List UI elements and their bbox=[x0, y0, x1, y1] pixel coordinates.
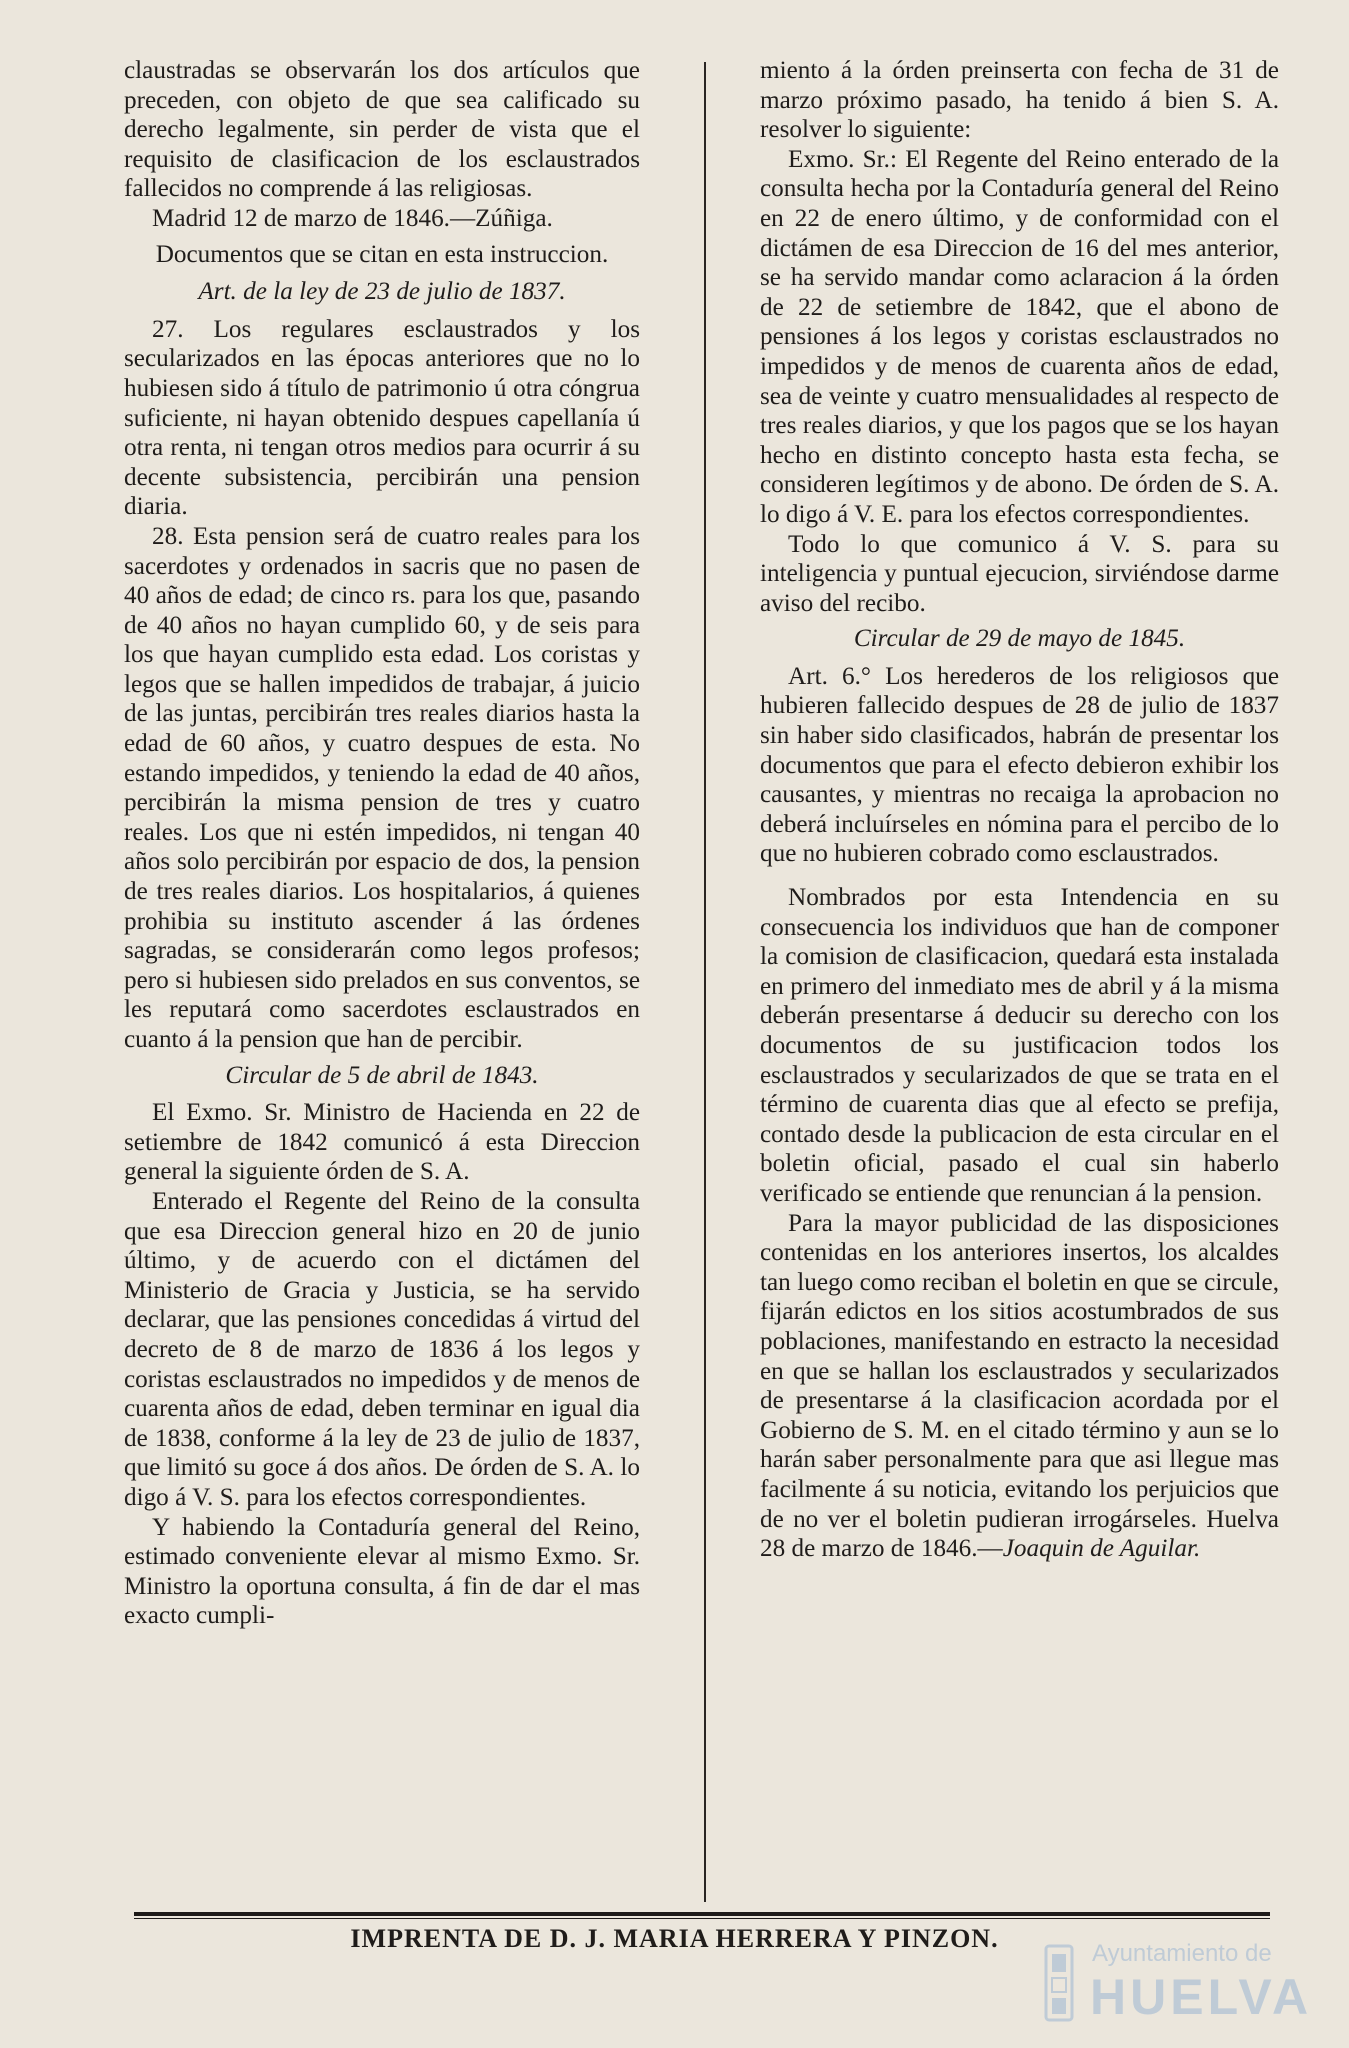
circular-1843-paragraph-3: Y habiendo la Contaduría general del Reino, estimado conveniente elevar al mismo Exmo. Sr. Ministro la oportuna consulta, á fin de dar el mas exacto cumpli- bbox=[124, 1513, 640, 1630]
circular-1843-paragraph-2: Enterado el Regente del Reino de la consulta que esa Direccion general hizo en 20 de junio último, y de acuerdo con el dictámen del Ministerio de Gracia y Justicia, se ha servido declarar, que las pensiones concedidas á virtud del decreto de 8 de marzo de 1836 á los legos y coristas esclaustrados no impedidos y de menos de cuarenta años de edad, deben terminar en igual dia de 1838, conforme á la ley de 23 de julio de 1837, que limitó su goce á dos años. De órden de S. A. lo digo á V. S. para los efectos correspondientes. bbox=[124, 1187, 640, 1511]
huelva-crest-icon bbox=[1042, 1944, 1076, 2022]
left-paragraph-1: claustradas se observarán los dos artículos que preceden, con objeto de que sea calificado su derecho legalmente, sin perder de vista que el requisito de clasificacion de los esclaustrados fallecidos no comprende á las religiosas. bbox=[124, 57, 640, 203]
signature: Joaquin de Aguilar. bbox=[1002, 1535, 1201, 1563]
watermark-caption: Ayuntamiento de bbox=[1092, 1940, 1272, 1967]
right-paragraph-2: Exmo. Sr.: El Regente del Reino enterado de la consulta hecha por la Contaduría general del Reino en 22 de enero último, y de conformidad con el dictámen de esa Direccion de 16 del mes anterior, se ha servido mandar como aclaracion á la órden de 22 de setiembre de 1842, que el abono de pensiones á los legos y coristas esclaustrados no impedidos y de menos de cuarenta años de edad, sea de veinte y cuatro mensualidades al respecto de tres reales diarios, y que los pagos que se los hayan hecho en distinto concepto hasta esta fecha, se consideren legítimos y de abono. De órden de S. A. lo digo á V. E. para los efectos correspondientes. bbox=[760, 145, 1279, 528]
footer-rule bbox=[134, 1912, 1270, 1916]
documents-heading: Documentos que se citan en esta instruccion. bbox=[155, 240, 609, 268]
madrid-dateline: Madrid 12 de marzo de 1846.—Zúñiga. bbox=[152, 204, 553, 232]
circular-1843-paragraph-1: El Exmo. Sr. Ministro de Hacienda en 22 de setiembre de 1842 comunicó á esta Direccion general la siguiente órden de S. A. bbox=[124, 1099, 640, 1186]
printer-imprint: IMPRENTA DE D. J. MARIA HERRERA Y PINZON. bbox=[350, 1924, 999, 1953]
right-paragraph-1: miento á la órden preinserta con fecha de 31 de marzo próximo pasado, ha tenido á bien S. A. resolver lo siguiente: bbox=[760, 57, 1279, 144]
footer-rule-thin bbox=[134, 1918, 1270, 1919]
closing-text: Para la mayor publicidad de las disposiciones contenidas en los anteriores insertos, los alcaldes tan luego como reciban el boletin en que se circule, fijarán edictos en los sitios acostumbrados de sus poblaciones, manifestando en estracto la necesidad en que se hallan los esclaustrados y secularizados de presentarse á la clasificacion acordada por el Gobierno de S. M. en el citado término y aun se lo harán saber personalmente para que asi llegue mas facilmente á su noticia, evitando los perjuicios que de no ver el boletin pudieran irrogárseles. Huelva 28 de marzo de 1846.— bbox=[760, 1209, 1279, 1563]
column-divider bbox=[704, 62, 706, 1902]
circular-1845-heading: Circular de 29 de mayo de 1845. bbox=[853, 625, 1186, 653]
right-paragraph-4: Nombrados por esta Intendencia en su consecuencia los individuos que han de componer la comision de clasificacion, quedará esta instalada en primero del inmediato mes de abril y á la misma deberán presentarse á deducir su derecho con los documentos de su justificacion todos los esclaustrados y secularizados de que se trata en el término de cuarenta dias que al efecto se prefija, contado desde la publicacion de esta circular en el boletin oficial, pasado el cual sin haberlo verificado se entiende que renuncian á la pension. bbox=[760, 884, 1279, 1207]
right-column bbox=[760, 56, 1279, 1564]
circular-1843-heading: Circular de 5 de abril de 1843. bbox=[225, 1061, 539, 1089]
watermark-title: HUELVA bbox=[1090, 1969, 1313, 2025]
right-paragraph-5 bbox=[760, 1209, 1279, 1564]
law-heading: Art. de la ley de 23 de julio de 1837. bbox=[198, 278, 566, 306]
right-paragraph-3: Todo lo que comunico á V. S. para su inteligencia y puntual ejecucion, sirviéndose darme aviso del recibo. bbox=[760, 530, 1279, 617]
left-column bbox=[124, 56, 640, 1631]
archive-watermark bbox=[1042, 1940, 1313, 2030]
article-27: 27. Los regulares esclaustrados y los secularizados en las épocas anteriores que no lo hubiesen sido á título de patrimonio ú otra cóngrua suficiente, ni hayan obtenido despues capellanía ú otra renta, ni tengan otros medios para ocurrir á su decente subsistencia, percibirán una pension diaria. bbox=[124, 315, 640, 521]
article-6: Art. 6.° Los herederos de los religiosos que hubieren fallecido despues de 28 de julio de 1837 sin haber sido clasificados, habrán de presentar los documentos que para el efecto debieron exhibir los causantes, y mientras no recaiga la aprobacion no deberá incluírseles en nómina para el percibo de lo que no hubieren cobrado como esclaustrados. bbox=[760, 662, 1279, 868]
article-28: 28. Esta pension será de cuatro reales para los sacerdotes y ordenados in sacris que no pasen de 40 años de edad; de cinco rs. para los que, pasando de 40 años no hayan cumplido 60, y de seis para los que hayan cumplido esta edad. Los coristas y legos que se hallen impedidos de trabajar, á juicio de las juntas, percibirán tres reales diarios hasta la edad de 60 años, y cuatro despues de esta. No estando impedidos, y teniendo la edad de 40 años, percibirán la misma pension de tres y cuatro reales. Los que ni estén impedidos, ni tengan 40 años solo percibirán por espacio de dos, la pension de tres reales diarios. Los hospitalarios, á quienes prohibia su instituto ascender á las órdenes sagradas, se considerarán como legos profesos; pero si hubiesen sido prelados en sus conventos, se les reputará como sacerdotes esclaustrados en cuanto á la pension que han de percibir. bbox=[124, 522, 640, 1053]
